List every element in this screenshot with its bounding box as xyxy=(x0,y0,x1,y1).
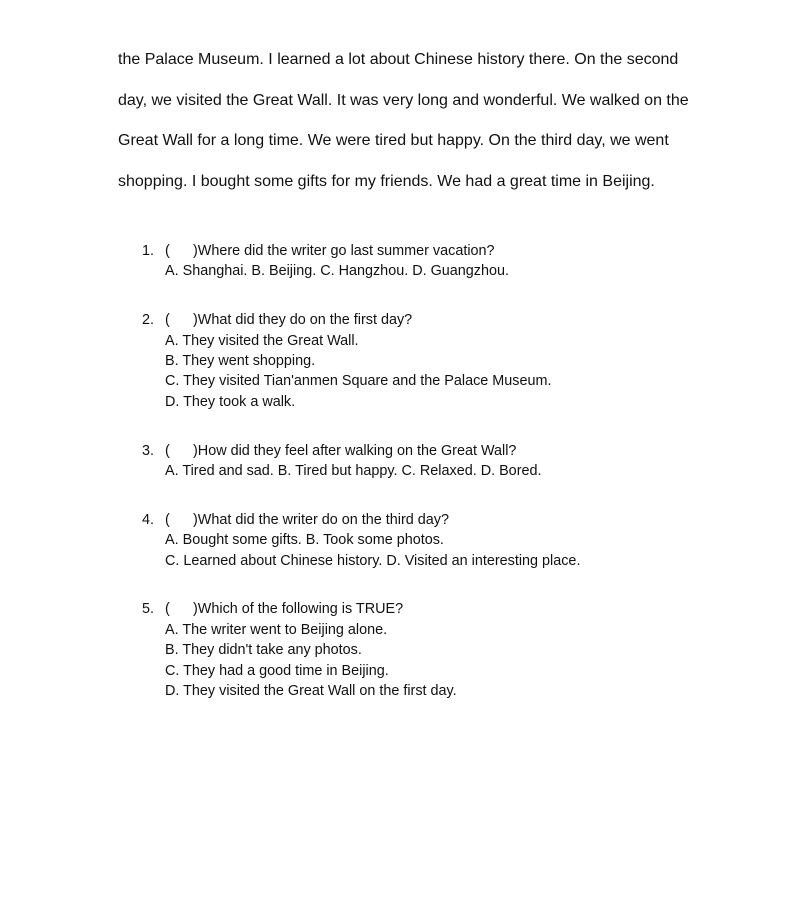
close-paren: ) xyxy=(193,243,198,259)
question-stem xyxy=(165,310,800,330)
answer-option: C. Learned about Chinese history. D. Visited an interesting place. xyxy=(165,552,581,569)
passage-line: day, we visited the Great Wall. It was very long and wonderful. We walked on the xyxy=(118,91,689,109)
passage-line: shopping. I bought some gifts for my friends. We had a great time in Beijing. xyxy=(118,172,655,190)
question-4 xyxy=(0,510,800,571)
answer-option: D. They took a walk. xyxy=(165,393,296,410)
question-2 xyxy=(0,310,800,412)
answer-option: A. Tired and sad. B. Tired but happy. C. Relaxed. D. Bored. xyxy=(165,463,542,480)
answer-option: C. They visited Tian'anmen Square and the Palace Museum. xyxy=(165,373,552,390)
answer-option: A. Shanghai. B. Beijing. C. Hangzhou. D. Guangzhou. xyxy=(165,263,509,280)
question-number: 2. xyxy=(142,312,155,329)
answer-option: C. They had a good time in Beijing. xyxy=(165,662,389,679)
question-5 xyxy=(0,599,800,701)
answer-blank[interactable] xyxy=(165,441,193,461)
answer-option: A. The writer went to Beijing alone. xyxy=(165,621,388,638)
question-list xyxy=(0,241,800,730)
close-paren: ) xyxy=(193,601,198,618)
reading-passage xyxy=(118,40,698,202)
answer-option: A. They visited the Great Wall. xyxy=(165,332,359,349)
question-text: What did the writer do on the third day? xyxy=(197,511,449,528)
question-number: 4. xyxy=(142,511,155,528)
question-text: What did they do on the first day? xyxy=(197,312,413,329)
passage-line: the Palace Museum. I learned a lot about Chinese history there. On the second xyxy=(118,51,679,68)
question-stem xyxy=(165,241,800,261)
open-paren: ( xyxy=(165,601,170,618)
answer-option: D. They visited the Great Wall on the first day. xyxy=(165,683,457,700)
question-number: 3. xyxy=(142,442,155,459)
question-number: 1. xyxy=(142,243,155,259)
passage-line: Great Wall for a long time. We were tired but happy. On the third day, we went xyxy=(118,132,669,150)
question-text: Which of the following is TRUE? xyxy=(197,601,404,618)
open-paren: ( xyxy=(165,243,170,259)
answer-blank[interactable] xyxy=(165,241,193,261)
answer-option: B. They went shopping. xyxy=(165,353,316,370)
question-stem xyxy=(165,441,800,461)
answer-option: A. Bought some gifts. B. Took some photos. xyxy=(165,532,444,549)
answer-blank[interactable] xyxy=(165,510,193,530)
close-paren: ) xyxy=(193,442,198,459)
question-stem xyxy=(165,510,800,530)
question-3 xyxy=(0,441,800,482)
open-paren: ( xyxy=(165,312,170,329)
question-text: How did they feel after walking on the Great Wall? xyxy=(197,442,517,459)
question-number: 5. xyxy=(142,601,155,618)
question-stem xyxy=(165,599,800,619)
question-text: Where did the writer go last summer vacation? xyxy=(197,243,495,259)
open-paren: ( xyxy=(165,442,170,459)
answer-option: B. They didn't take any photos. xyxy=(165,642,362,659)
open-paren: ( xyxy=(165,511,170,528)
close-paren: ) xyxy=(193,312,198,329)
close-paren: ) xyxy=(193,511,198,528)
answer-blank[interactable] xyxy=(165,310,193,330)
answer-blank[interactable] xyxy=(165,599,193,619)
question-1 xyxy=(0,241,800,282)
